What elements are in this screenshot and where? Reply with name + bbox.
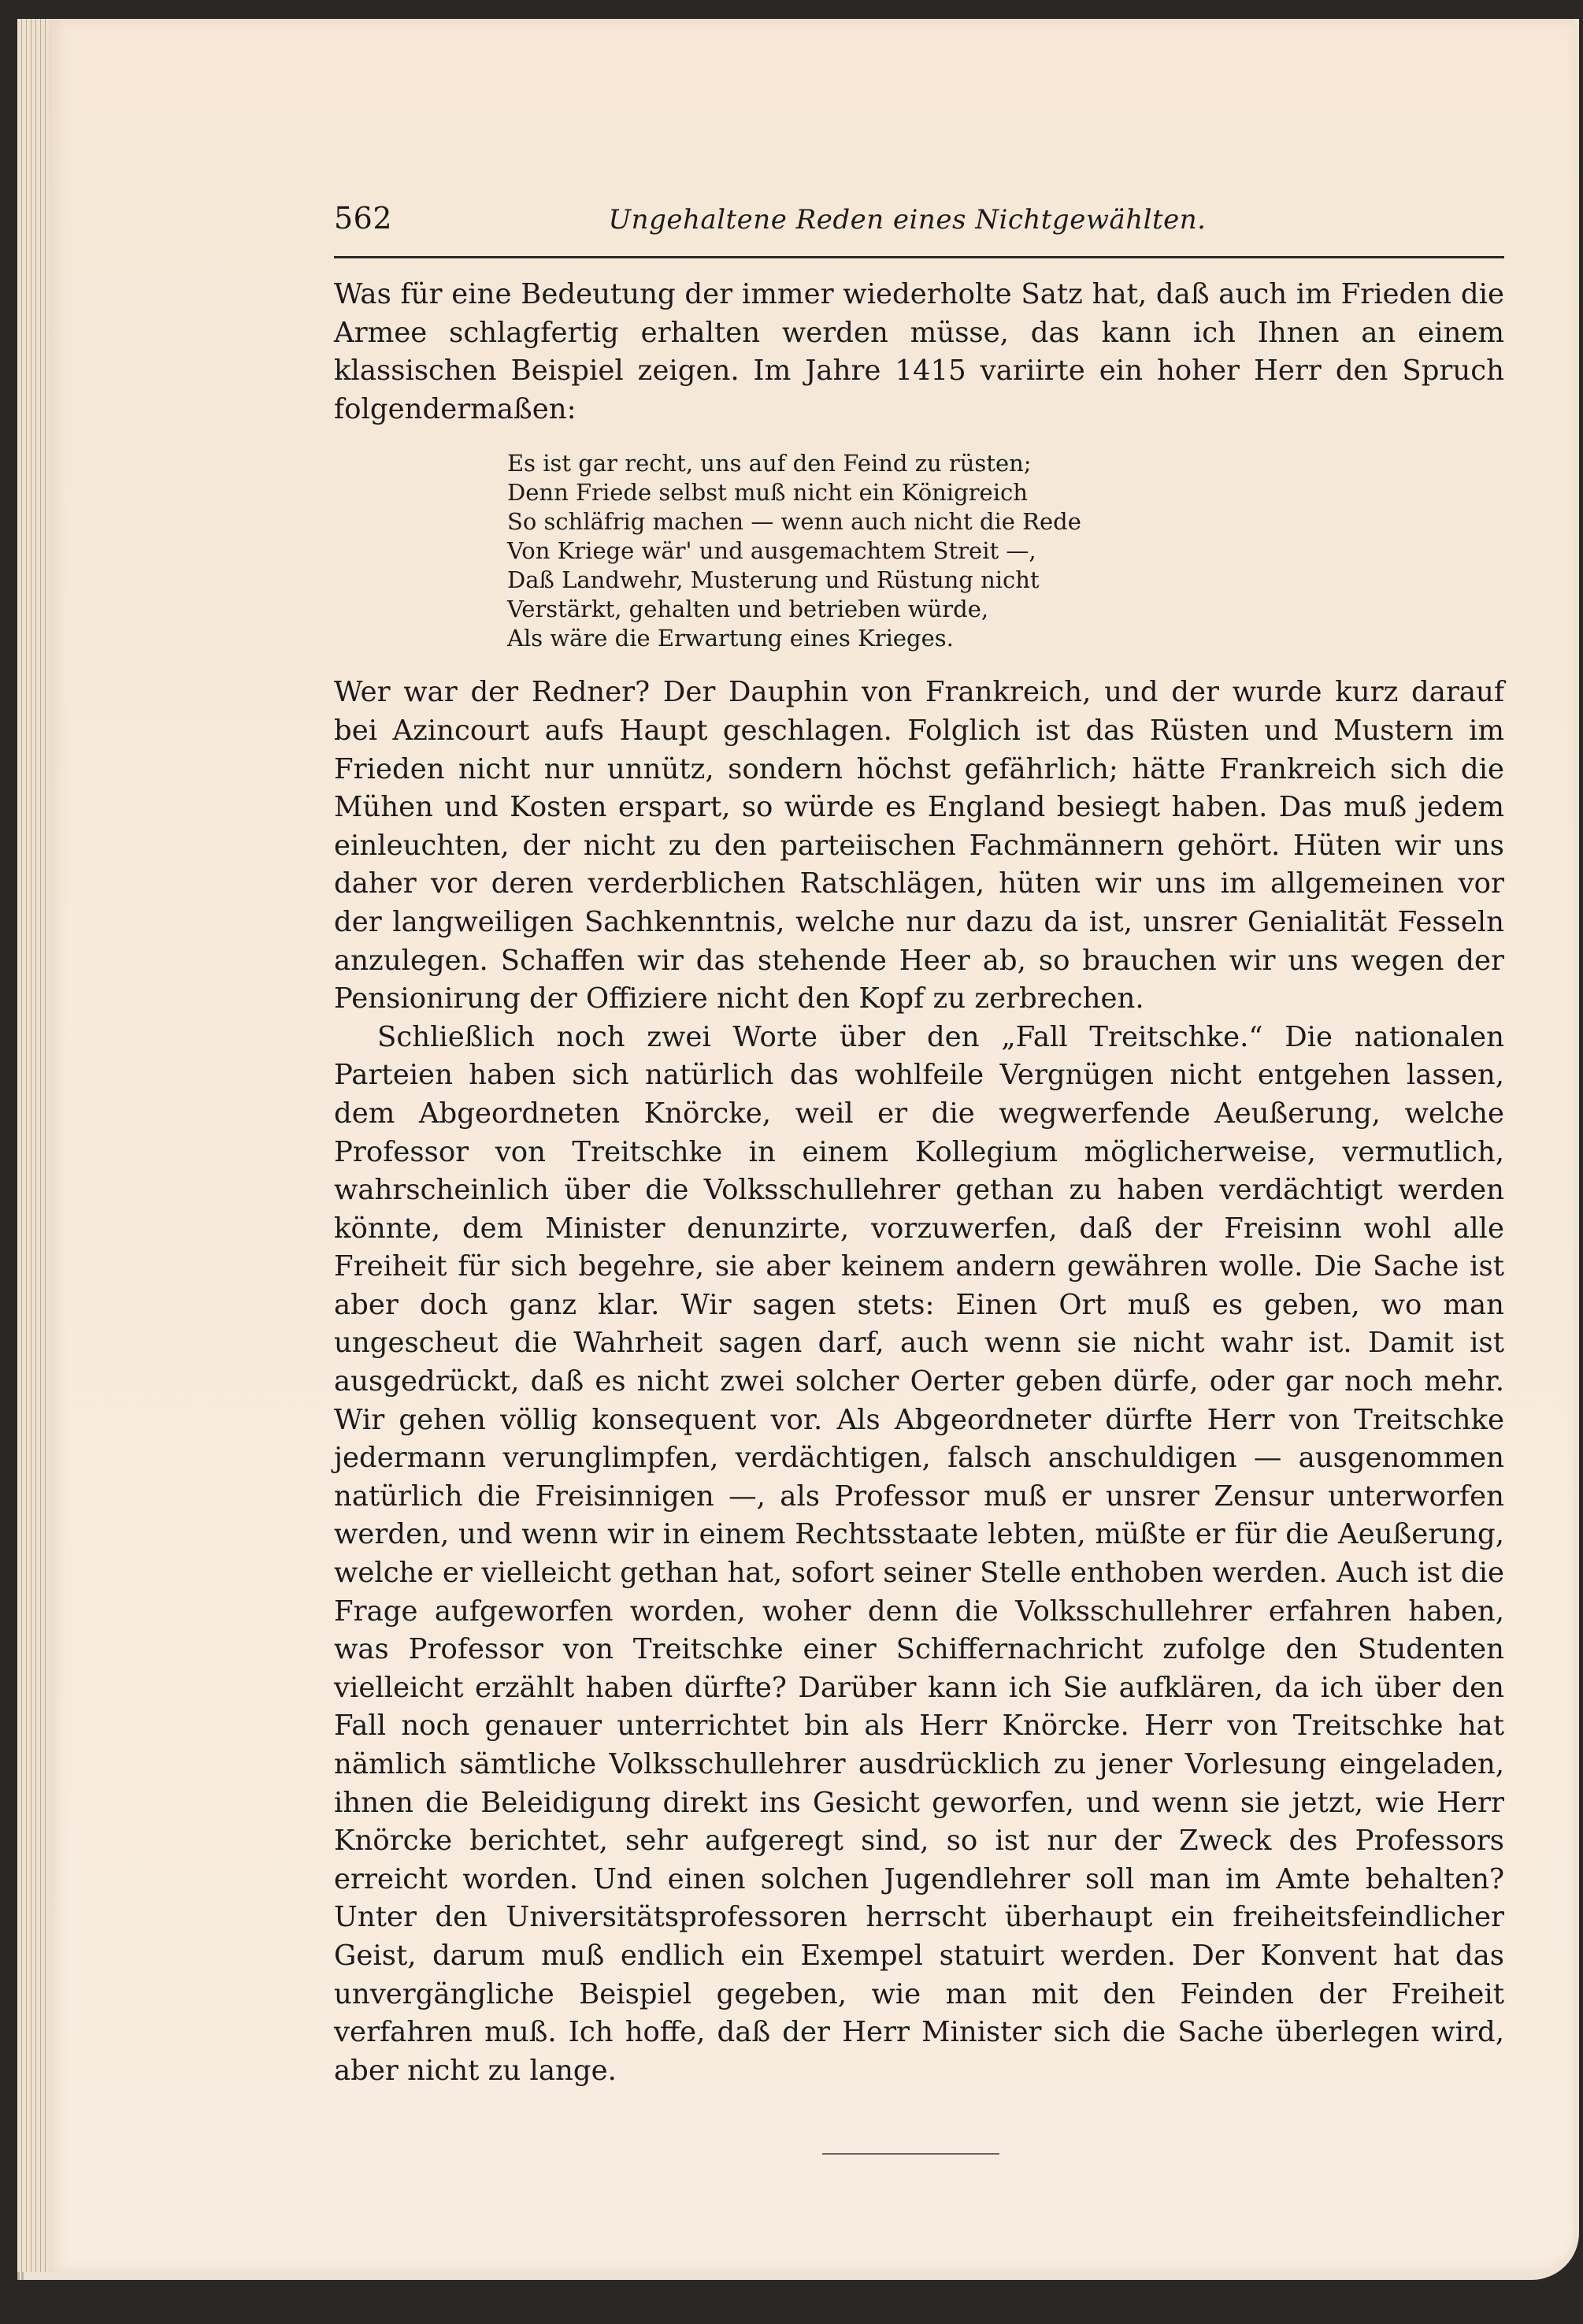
page-number: 562 (334, 201, 393, 236)
header-rule (334, 256, 1504, 258)
verse-line: Von Kriege wär' und ausgemachtem Streit —, (507, 537, 1036, 565)
page-edges (17, 19, 49, 2272)
verse-line: Denn Friede selbst muß nicht ein Königreich (507, 479, 1028, 507)
verse-line: Es ist gar recht, uns auf den Feind zu rüsten; (507, 450, 1032, 477)
section-end-rule (822, 2153, 999, 2155)
paragraph-3: Schließlich noch zwei Worte über den „Fall Treitschke.“ Die nationalen Parteien haben sich natürlich das wohlfeile Vergnügen nicht entgehen lassen, dem Abgeordneten Knörcke, weil er die wegwerfende Aeußerung, welche Professor von Treitschke in einem Kollegium möglicherweise, vermutlich, wahrscheinlich über die Volksschullehrer gethan zu haben verdächtigt werden könnte, dem Minister denunzirte, vorzuwerfen, daß der Freisinn wohl alle Freiheit für sich begehre, sie aber keinem andern gewähren wolle. Die Sache ist aber doch ganz klar. Wir sagen stets: Einen Ort muß es geben, wo man ungescheut die Wahrheit sagen darf, auch wenn sie nicht wahr ist. Damit ist ausgedrückt, daß es nicht zwei solcher Oerter geben dürfe, oder gar noch mehr. Wir gehen völlig konsequent vor. Als Abgeordneter dürfte Herr von Treitschke jedermann verunglimpfen, verdächtigen, falsch anschuldigen — ausgenommen natürlich die Freisinnigen —, als Professor muß er unsrer Zensur unterworfen werden, und wenn wir in einem Rechtsstaate lebten, müßte er für die Aeußerung, welche er vielleicht gethan hat, sofort seiner Stelle enthoben werden. Auch ist die Frage aufgeworfen worden, woher denn die Volksschullehrer erfahren haben, was Professor von Treitschke einer Schiffernachricht zufolge den Studenten vielleicht erzählt haben dürfte? Darüber kann ich Sie aufklären, da ich über den Fall noch genauer unterrichtet bin als Herr Knörcke. Herr von Treitschke hat nämlich sämtliche Volksschullehrer ausdrücklich zu jener Vorlesung eingeladen, ihnen die Beleidigung direkt ins Gesicht geworfen, und wenn sie jetzt, wie Herr Knörcke berichtet, sehr aufgeregt sind, so ist nur der Zweck des Professors erreicht worden. Und einen solchen Jugendlehrer soll man im Amte behalten? Unter den Universitätsprofessoren herrscht überhaupt ein freiheitsfeindlicher Geist, darum muß endlich ein Exempel statuirt werden. Der Konvent hat das unvergängliche Beispiel gegeben, wie man mit den Feinden der Freiheit verfahren muß. Ich hoffe, daß der Herr Minister sich die Sache überlegen wird, aber nicht zu lange. (334, 1020, 1504, 2087)
running-head (334, 201, 1504, 248)
paragraph-1: Was für eine Bedeutung der immer wiederholte Satz hat, daß auch im Frieden die Armee schlagfertig erhalten werden müsse, das kann ich Ihnen an einem klassischen Beispiel zeigen. Im Jahre 1415 variirte ein hoher Herr den Spruch folgendermaßen: (334, 278, 1504, 425)
verse-line: Daß Landwehr, Musterung und Rüstung nicht (507, 566, 1040, 594)
verse-quote (507, 449, 1504, 653)
verse-line: Verstärkt, gehalten und betrieben würde, (507, 596, 989, 623)
page-content (334, 201, 1504, 2155)
paragraph-2: Wer war der Redner? Der Dauphin von Frankreich, und der wurde kurz darauf bei Azincourt aufs Haupt geschlagen. Folglich ist das Rüsten und Mustern im Frieden nicht nur unnütz, sondern höchst gefährlich; hätte Frankreich sich die Mühen und Kosten erspart, so würde es England besiegt haben. Das muß jedem einleuchten, der nicht zu den parteiischen Fachmännern gehört. Hüten wir uns daher vor deren verderblichen Ratschlägen, hüten wir uns im allgemeinen vor der langweiligen Sachkenntnis, welche nur dazu da ist, unsrer Genialität Fesseln anzulegen. Schaffen wir das stehende Heer ab, so brauchen wir uns wegen der Pensionirung der Offiziere nicht den Kopf zu zerbrechen. (334, 676, 1504, 1015)
verse-line: So schläfrig machen — wenn auch nicht die Rede (507, 508, 1081, 536)
verse-line: Als wäre die Erwartung eines Krieges. (507, 625, 954, 652)
running-title: Ungehaltene Reden eines Nichtgewählten. (608, 204, 1207, 236)
